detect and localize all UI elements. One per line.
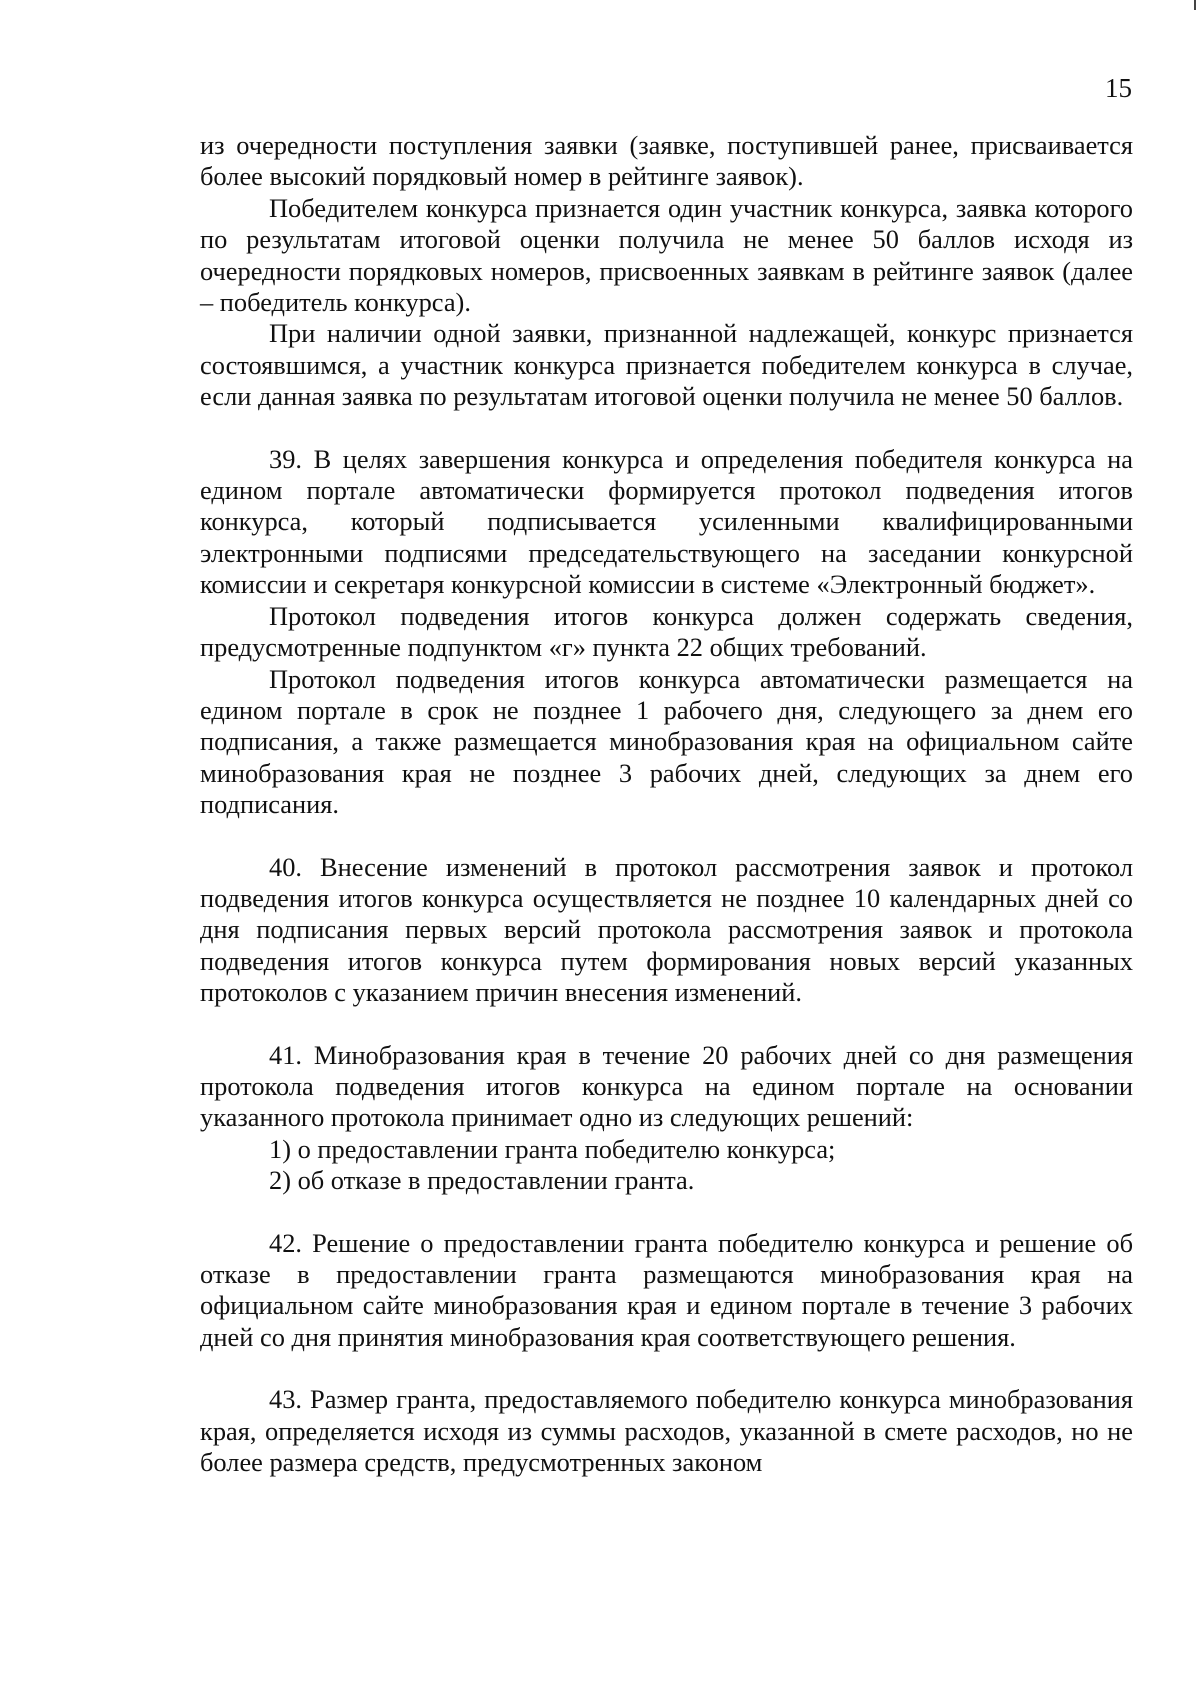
list-item-grant-provision: 1) о предоставлении гранта победителю конкурса; (269, 1133, 836, 1164)
paragraph-continuation: из очередности поступления заявки (заявке, поступившей ранее, присваивается более высокий порядковый номер в рейтинге заявок). (200, 130, 1133, 192)
paragraph-clause-40: 40. Внесение изменений в протокол рассмотрения заявок и протокол подведения итогов конкурса осуществляется не позднее 10 календарных дней со дня подписания первых версий протокола рассмотрения заявок и протокола подведения итогов конкурса путем формирования новых версий указанных протоколов с указанием причин внесения изменений. (200, 851, 1133, 1008)
paragraph-clause-41: 41. Минобразования края в течение 20 рабочих дней со дня размещения протокола подведения итогов конкурса на едином портале на основании указанного протокола принимает одно из следующих решений: (200, 1039, 1133, 1133)
paragraph-protocol-content: Протокол подведения итогов конкурса должен содержать сведения, предусмотренные подпунктом «г» пункта 22 общих требований. (200, 600, 1133, 663)
paragraph-clause-42: 42. Решение о предоставлении гранта победителю конкурса и решение об отказе в предоставлении гранта размещаются минобразования края на официальном сайте минобразования края и едином портале в течение 3 рабочих дней со дня принятия минобразования края соответствующего решения. (200, 1227, 1133, 1352)
paragraph-protocol-publication: Протокол подведения итогов конкурса автоматически размещается на едином портале в срок не позднее 1 рабочего дня, следующего за днем его подписания, а также размещается минобразования края на официальном сайте минобразования края не позднее 3 рабочих дней, следующих за днем его подписания. (200, 663, 1133, 820)
list-item-grant-refusal: 2) об отказе в предоставлении гранта. (269, 1165, 695, 1196)
document-body (200, 130, 1133, 1478)
paragraph-winner-definition: Победителем конкурса признается один участник конкурса, заявка которого по результатам итоговой оценки получила не менее 50 баллов исходя из очередности порядковых номеров, присвоенных заявкам в рейтинге заявок (далее – победитель конкурса). (200, 192, 1133, 318)
paragraph-clause-39: 39. В целях завершения конкурса и определения победителя конкурса на едином портале автоматически формируется протокол подведения итогов конкурса, который подписывается усиленными квалифицированными электронными подписями председательствующего на заседании конкурсной комиссии и секретаря конкурсной комиссии в системе «Электронный бюджет». (200, 443, 1133, 600)
paragraph-single-application: При наличии одной заявки, признанной надлежащей, конкурс признается состоявшимся, а участник конкурса признается победителем конкурса в случае, если данная заявка по результатам итоговой оценки получила не менее 50 баллов. (200, 318, 1133, 412)
page-number: 15 (1105, 73, 1132, 103)
paragraph-clause-43: 43. Размер гранта, предоставляемого победителю конкурса минобразования края, определяется исходя из суммы расходов, указанной в смете расходов, но не более размера средств, предусмотренных законом (200, 1384, 1133, 1478)
scan-edge-mark (1194, 0, 1196, 10)
